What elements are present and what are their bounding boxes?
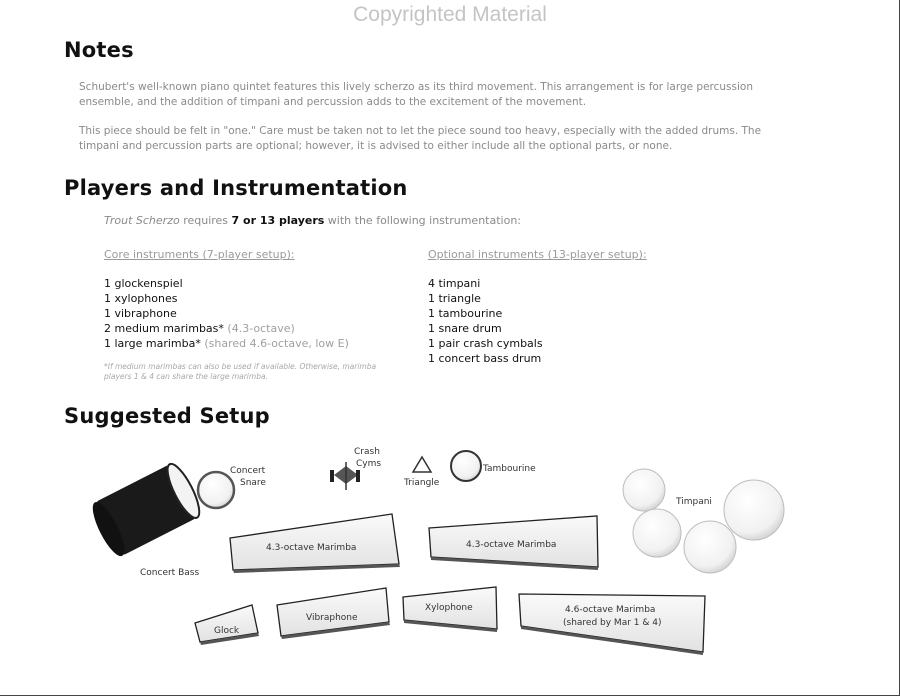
svg-text:Xylophone: Xylophone bbox=[425, 603, 473, 613]
svg-text:(shared by Mar 1 & 4): (shared by Mar 1 & 4) bbox=[563, 618, 662, 628]
crash-cymbals bbox=[330, 447, 381, 490]
xylophone bbox=[403, 587, 497, 632]
core-instruments-list bbox=[104, 276, 349, 351]
players-intro: Trout Scherzo requires 7 or 13 players with the following instrumentation: bbox=[104, 214, 521, 227]
notes-paragraph-1: Schubert's well-known piano quintet features this lively scherzo as its third movement. This arrangement is for large percussion ensemble, and the addition of timpani and percussion adds to the excitement of the movement. bbox=[79, 81, 753, 108]
list-item: 4 timpani bbox=[428, 277, 481, 290]
list-item: 1 tambourine bbox=[428, 307, 503, 320]
marimba-4-6-octave bbox=[519, 594, 705, 655]
marimba-4-3-octave-1 bbox=[230, 514, 400, 573]
list-item: 1 xylophones bbox=[104, 292, 178, 305]
marimba-4-3-octave-2 bbox=[429, 516, 598, 570]
svg-text:Concert: Concert bbox=[230, 466, 266, 476]
timpani bbox=[623, 469, 784, 573]
optional-instruments-list bbox=[428, 276, 543, 366]
list-item: 1 large marimba* (shared 4.6-octave, low E) bbox=[104, 337, 349, 350]
notes-heading: Notes bbox=[64, 38, 134, 62]
svg-text:Snare: Snare bbox=[240, 478, 266, 488]
svg-text:4.3-octave Marimba: 4.3-octave Marimba bbox=[266, 543, 357, 553]
list-item: 1 vibraphone bbox=[104, 307, 177, 320]
svg-text:Glock: Glock bbox=[214, 626, 240, 636]
concert-bass-drum bbox=[87, 460, 205, 578]
core-instruments-heading: Core instruments (7-player setup): bbox=[104, 248, 295, 261]
timpani-label: Timpani bbox=[676, 497, 712, 507]
svg-text:Cyms: Cyms bbox=[356, 459, 382, 469]
list-item: 1 glockenspiel bbox=[104, 277, 183, 290]
svg-text:4.6-octave Marimba: 4.6-octave Marimba bbox=[565, 605, 656, 615]
list-item: 1 pair crash cymbals bbox=[428, 337, 543, 350]
svg-text:Tambourine: Tambourine bbox=[483, 464, 536, 474]
setup-heading: Suggested Setup bbox=[64, 404, 270, 428]
list-item: 1 concert bass drum bbox=[428, 352, 542, 365]
optional-instruments-heading: Optional instruments (13-player setup): bbox=[428, 248, 647, 261]
glockenspiel bbox=[195, 605, 259, 645]
instrument-footnote: *If medium marimbas can also be used if available. Otherwise, marimba players 1 & 4 can share the large marimba. bbox=[104, 362, 377, 381]
svg-text:Vibraphone: Vibraphone bbox=[306, 613, 358, 623]
svg-text:Triangle: Triangle bbox=[404, 478, 440, 488]
player-count: 7 or 13 players bbox=[231, 214, 325, 227]
concert-snare bbox=[198, 466, 266, 508]
vibraphone bbox=[277, 588, 390, 639]
svg-text:Crash: Crash bbox=[354, 447, 380, 457]
list-item: 2 medium marimbas* (4.3-octave) bbox=[104, 322, 295, 335]
setup-diagram bbox=[0, 430, 900, 696]
piece-title: Trout Scherzo bbox=[104, 214, 180, 227]
svg-text:4.3-octave Marimba: 4.3-octave Marimba bbox=[466, 540, 557, 550]
list-item: 1 triangle bbox=[428, 292, 481, 305]
copyright-watermark: Copyrighted Material bbox=[353, 3, 547, 26]
players-heading: Players and Instrumentation bbox=[64, 176, 408, 200]
list-item: 1 snare drum bbox=[428, 322, 502, 335]
concert-bass-label: Concert Bass bbox=[140, 568, 200, 578]
triangle bbox=[403, 457, 440, 488]
notes-paragraph-2: This piece should be felt in "one." Care must be taken not to let the piece sound too heavy, especially with the added drums. The timpani and percussion parts are optional; however, it is advised to either include all the optional parts, or none. bbox=[79, 125, 762, 152]
tambourine bbox=[451, 451, 536, 481]
